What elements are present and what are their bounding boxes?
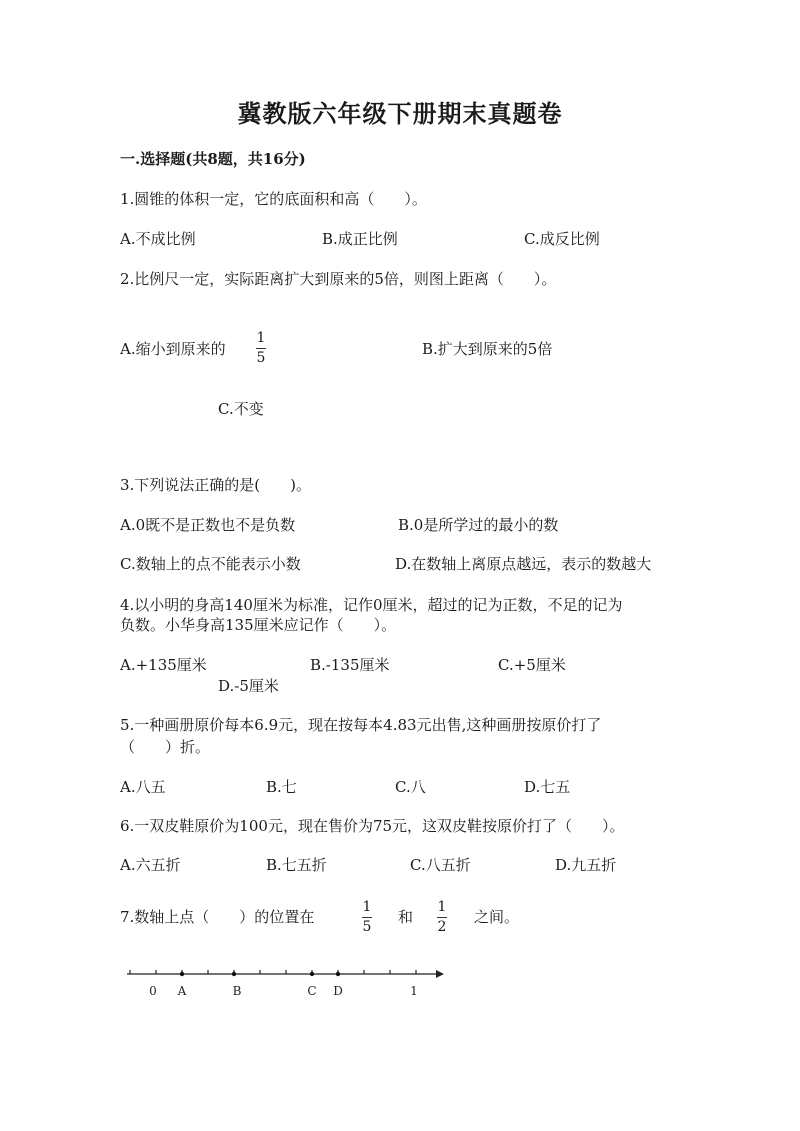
- fraction-numerator: 1: [437, 899, 447, 915]
- number-line-point-label: C: [307, 984, 317, 998]
- number-line-point-marker: [310, 972, 314, 976]
- question-3-option-a[interactable]: A.0既不是正数也不是负数: [120, 516, 296, 534]
- question-3-option-b[interactable]: B.0是所学过的最小的数: [398, 516, 559, 534]
- question-7-stem-suffix: 之间。: [474, 908, 520, 926]
- number-line-point-label: A: [177, 984, 187, 998]
- question-4-stem-line2: 负数。小华身高135厘米应记作（ ）。: [120, 616, 397, 634]
- question-4-option-c[interactable]: C.+5厘米: [498, 656, 566, 674]
- number-line-figure: [120, 960, 460, 1020]
- fraction-denominator: 5: [256, 350, 266, 366]
- question-3-option-d[interactable]: D.在数轴上离原点越远，表示的数越大: [395, 555, 652, 573]
- question-7-stem-mid: 和: [398, 908, 414, 926]
- question-6-option-d[interactable]: D.九五折: [555, 856, 617, 874]
- fraction-one-fifth: [256, 331, 266, 365]
- question-5-option-c[interactable]: C.八: [395, 778, 426, 796]
- fraction-numerator: 1: [362, 899, 372, 915]
- number-line-label-start: 0: [149, 984, 157, 998]
- question-7-stem-prefix: 7.数轴上点（ ）的位置在: [120, 908, 315, 926]
- question-4-option-a[interactable]: A.+135厘米: [120, 656, 207, 674]
- fraction-one-half: [437, 900, 447, 934]
- question-4-option-d[interactable]: D.-5厘米: [218, 677, 279, 695]
- question-6-option-b[interactable]: B.七五折: [266, 856, 327, 874]
- question-6-option-a[interactable]: A.六五折: [120, 856, 181, 874]
- fraction-bar: [437, 917, 447, 918]
- fraction-one-fifth-q7: [362, 900, 372, 934]
- question-1-option-a[interactable]: A.不成比例: [120, 230, 196, 248]
- question-6-stem: 6.一双皮鞋原价为100元，现在售价为75元，这双皮鞋按原价打了（ ）。: [120, 817, 625, 835]
- fraction-bar: [256, 348, 266, 349]
- question-5-stem-line2: （ ）折。: [120, 738, 211, 756]
- number-line-point-marker: [336, 972, 340, 976]
- fraction-numerator: 1: [256, 330, 266, 346]
- number-line-point-label: D: [333, 984, 343, 998]
- question-5-option-d[interactable]: D.七五: [524, 778, 571, 796]
- question-6-option-c[interactable]: C.八五折: [410, 856, 471, 874]
- page-title: 冀教版六年级下册期末真题卷: [237, 99, 563, 128]
- fraction-denominator: 2: [437, 919, 447, 935]
- question-1-option-c[interactable]: C.成反比例: [524, 230, 600, 248]
- question-5-option-b[interactable]: B.七: [266, 778, 297, 796]
- question-5-option-a[interactable]: A.八五: [120, 778, 166, 796]
- fraction-denominator: 5: [362, 919, 372, 935]
- fraction-bar: [362, 917, 372, 918]
- number-line-point-label: B: [232, 984, 242, 998]
- number-line-point-marker: [232, 972, 236, 976]
- number-line-point-marker: [180, 972, 184, 976]
- question-4-stem-line1: 4.以小明的身高140厘米为标准，记作0厘米，超过的记为正数，不足的记为: [120, 596, 623, 614]
- question-1-stem: 1.圆锥的体积一定，它的底面积和高（ ）。: [120, 190, 427, 208]
- question-4-option-b[interactable]: B.-135厘米: [310, 656, 390, 674]
- question-3-option-c[interactable]: C.数轴上的点不能表示小数: [120, 555, 301, 573]
- question-2-option-a[interactable]: [120, 338, 226, 359]
- question-2-option-b[interactable]: B.扩大到原来的5倍: [422, 340, 553, 358]
- question-5-stem-line1: 5.一种画册原价每本6.9元，现在按每本4.83元出售,这种画册按原价打了: [120, 716, 602, 734]
- question-2-option-c[interactable]: C.不变: [218, 400, 264, 418]
- question-2-stem: 2.比例尺一定，实际距离扩大到原来的5倍，则图上距离（ ）。: [120, 270, 557, 288]
- section-heading: 一.选择题(共8题，共16分): [120, 150, 306, 168]
- question-1-option-b[interactable]: B.成正比例: [322, 230, 398, 248]
- number-line-arrow-icon: [436, 970, 444, 978]
- number-line-label-end: 1: [410, 984, 418, 998]
- question-2-option-a-text: A.缩小到原来的: [120, 340, 226, 358]
- question-3-stem: 3.下列说法正确的是( )。: [120, 476, 312, 494]
